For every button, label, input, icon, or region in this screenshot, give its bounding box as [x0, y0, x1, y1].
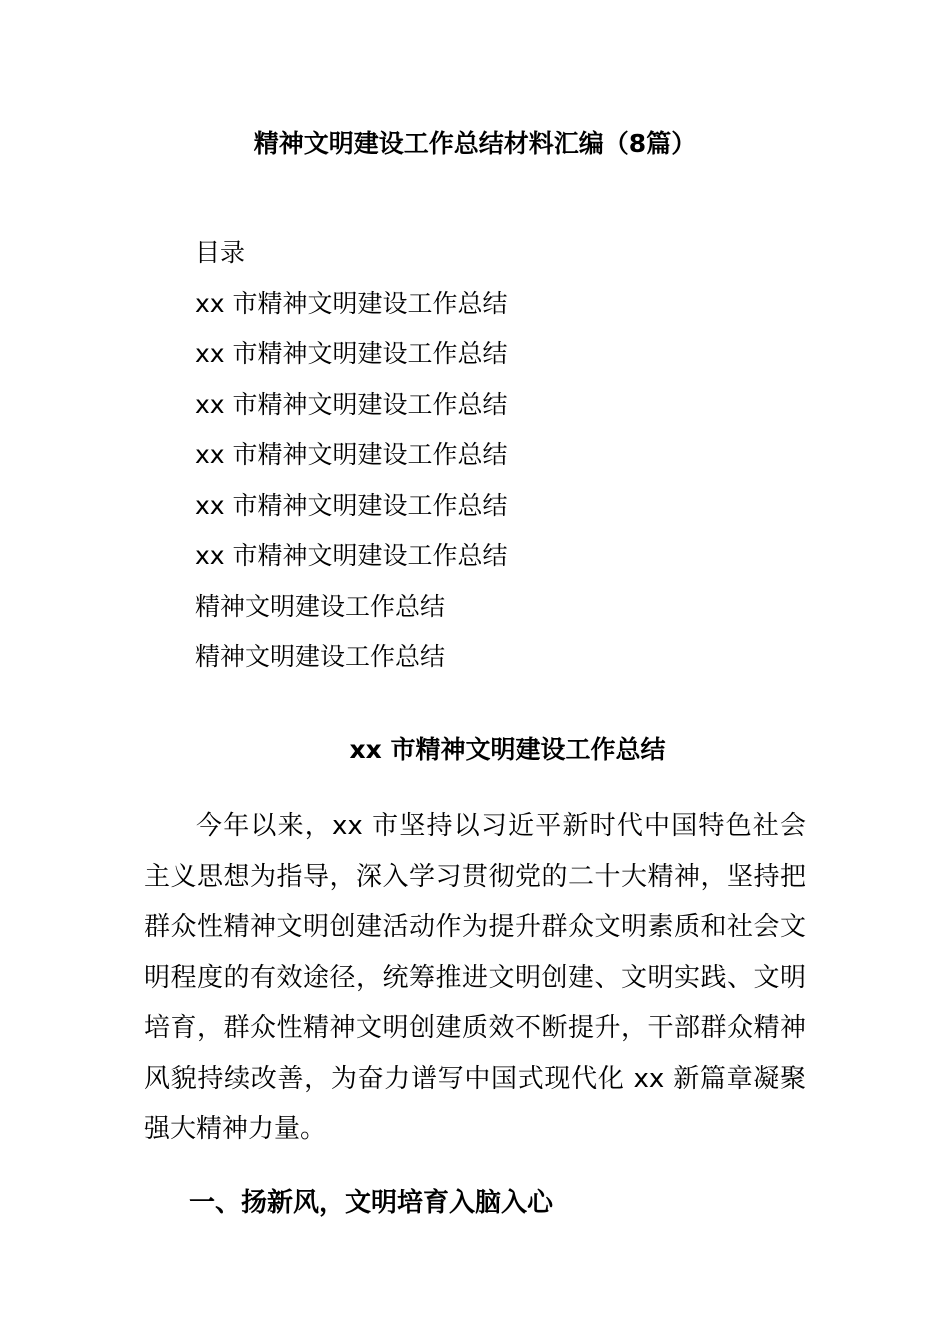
toc-item[interactable]: xx 市精神文明建设工作总结 — [195, 490, 508, 520]
toc-item[interactable]: 精神文明建设工作总结 — [195, 642, 446, 671]
table-of-contents — [195, 228, 508, 683]
toc-item[interactable]: xx 市精神文明建设工作总结 — [195, 440, 508, 469]
toc-item[interactable]: xx 市精神文明建设工作总结 — [195, 339, 508, 368]
document-title: 精神文明建设工作总结材料汇编（8篇） — [253, 129, 697, 158]
section-subheading: 一、扬新风，文明培育入脑入心 — [189, 1188, 554, 1218]
toc-item[interactable]: 精神文明建设工作总结 — [195, 591, 446, 621]
toc-heading: 目录 — [195, 238, 246, 267]
toc-item[interactable]: xx 市精神文明建设工作总结 — [195, 288, 508, 318]
toc-item[interactable]: xx 市精神文明建设工作总结 — [195, 541, 508, 570]
toc-item[interactable]: xx 市精神文明建设工作总结 — [195, 389, 508, 419]
section-title: xx 市精神文明建设工作总结 — [349, 735, 666, 764]
body-paragraph: 今年以来，xx 市坚持以习近平新时代中国特色社会主义思想为指导，深入学习贯彻党的二十大精神，坚持把群众性精神文明创建活动作为提升群众文明素质和社会文明程度的有效途径，统筹推进文明创建、文明实践、文明培育，群众性精神文明创建质效不断提升，干部群众精神风貌持续改善，为奋力谱写中国式现代化 xx 新篇章凝聚强大精神力量。 — [144, 811, 806, 1144]
